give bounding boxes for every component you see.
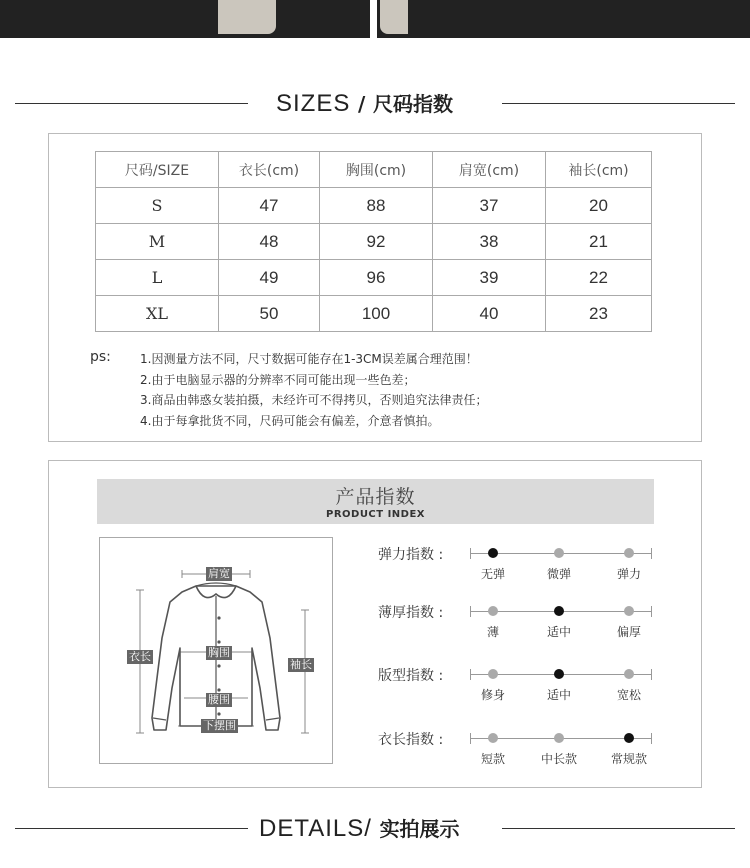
index-option: 中长款 [540, 752, 577, 766]
photo-fragment-left [218, 0, 276, 34]
sizes-heading-line-left [15, 103, 248, 104]
shoulder-cell: 37 [433, 188, 546, 224]
details-heading [259, 813, 460, 843]
product-index-title-cn: 产品指数 [335, 486, 416, 508]
index-row-name: 弹力指数 : [378, 547, 444, 563]
index-row-name: 衣长指数 : [378, 732, 444, 748]
chest-cell: 100 [320, 296, 433, 332]
diagram-label-hem: 下摆围 [203, 719, 236, 732]
index-dot [488, 669, 498, 679]
index-row-name: 版型指数 : [378, 668, 444, 684]
index-dot [554, 669, 564, 679]
header-shoulder: 肩宽(cm) [433, 152, 546, 188]
note-line: 2.由于电脑显示器的分辨率不同可能出现一些色差； [140, 372, 416, 387]
shoulder-cell: 38 [433, 224, 546, 260]
table-row [96, 224, 652, 260]
table-row [96, 296, 652, 332]
sleeve-cell: 20 [546, 188, 652, 224]
sizes-heading-cn: 尺码指数 [372, 92, 453, 116]
index-row-thickness [0, 602, 750, 642]
size-cell: M [96, 224, 219, 260]
size-table-header-row [96, 152, 652, 188]
details-heading-line-left [15, 828, 248, 829]
index-dot [624, 548, 634, 558]
details-heading-line-right [502, 828, 735, 829]
diagram-label-shoulder: 肩宽 [208, 567, 230, 580]
details-heading-sep: / [364, 815, 372, 842]
chest-cell: 92 [320, 224, 433, 260]
index-tick [651, 548, 652, 559]
index-tick [651, 733, 652, 744]
sleeve-cell: 22 [546, 260, 652, 296]
photo-fragment-right [380, 0, 408, 34]
index-dot [488, 548, 498, 558]
index-tick [651, 669, 652, 680]
notes-list [140, 349, 487, 431]
index-option: 宽松 [616, 688, 641, 702]
note-line: 3.商品由韩惑女装拍摄，未经许可不得拷贝，否则追究法律责任； [140, 393, 488, 407]
header-chest: 胸围(cm) [320, 152, 433, 188]
sizes-heading-line-right [502, 103, 735, 104]
sleeve-cell: 23 [546, 296, 652, 332]
sizes-heading-sep: / [358, 92, 366, 116]
chest-cell: 88 [320, 188, 433, 224]
photo-divider [370, 0, 377, 38]
index-tick [470, 669, 471, 680]
index-dot [624, 606, 634, 616]
details-heading-cn: 实拍展示 [379, 817, 460, 841]
index-option: 适中 [546, 688, 571, 702]
index-option: 薄 [486, 625, 499, 639]
length-cell: 47 [219, 188, 320, 224]
header-sleeve: 袖长(cm) [546, 152, 652, 188]
note-line: 4.由于每拿批货不同，尺码可能会有偏差，介意者慎拍。 [140, 413, 440, 428]
index-option: 适中 [546, 625, 571, 639]
note-line: 1.因测量方法不同，尺寸数据可能存在1-3CM误差属合理范围！ [140, 352, 478, 366]
index-option: 弹力 [616, 567, 641, 581]
sleeve-cell: 21 [546, 224, 652, 260]
sizes-heading-en: SIZES [276, 90, 351, 117]
index-dot [488, 606, 498, 616]
index-option: 短款 [480, 752, 505, 766]
index-dot [624, 669, 634, 679]
index-option: 微弹 [546, 567, 571, 581]
index-dot [624, 733, 634, 743]
size-cell: S [96, 188, 219, 224]
shoulder-cell: 40 [433, 296, 546, 332]
shoulder-cell: 39 [433, 260, 546, 296]
header-length: 衣长(cm) [219, 152, 320, 188]
size-cell: XL [96, 296, 219, 332]
index-row-name: 薄厚指数 : [378, 605, 444, 621]
index-tick [470, 548, 471, 559]
index-dot [554, 733, 564, 743]
size-cell: L [96, 260, 219, 296]
header-size: 尺码/SIZE [96, 152, 219, 188]
index-option: 无弹 [480, 567, 505, 581]
index-dot [554, 548, 564, 558]
index-option: 偏厚 [616, 625, 641, 639]
length-cell: 50 [219, 296, 320, 332]
index-tick [470, 606, 471, 617]
length-cell: 48 [219, 224, 320, 260]
details-heading-en: DETAILS [259, 815, 365, 842]
sizes-heading [276, 88, 453, 118]
diagram-label-waist: 腰围 [208, 693, 230, 706]
index-row-fit [0, 665, 750, 705]
index-dot [554, 606, 564, 616]
index-option: 修身 [480, 688, 505, 702]
length-cell: 49 [219, 260, 320, 296]
table-row [96, 260, 652, 296]
diagram-label-sleeve: 袖长 [290, 658, 312, 671]
diagram-label-chest: 胸围 [208, 646, 230, 659]
table-row [96, 188, 652, 224]
product-index-banner [97, 479, 654, 524]
index-tick [651, 606, 652, 617]
index-row-elasticity [0, 544, 750, 584]
diagram-label-length: 衣长 [129, 650, 151, 663]
product-photo-strip [0, 0, 750, 38]
chest-cell: 96 [320, 260, 433, 296]
size-table [95, 151, 652, 332]
index-dot [488, 733, 498, 743]
index-tick [470, 733, 471, 744]
index-row-length [0, 729, 750, 769]
product-index-title-en: PRODUCT INDEX [325, 509, 426, 520]
notes-label: ps: [90, 349, 111, 365]
index-option: 常规款 [610, 752, 647, 766]
